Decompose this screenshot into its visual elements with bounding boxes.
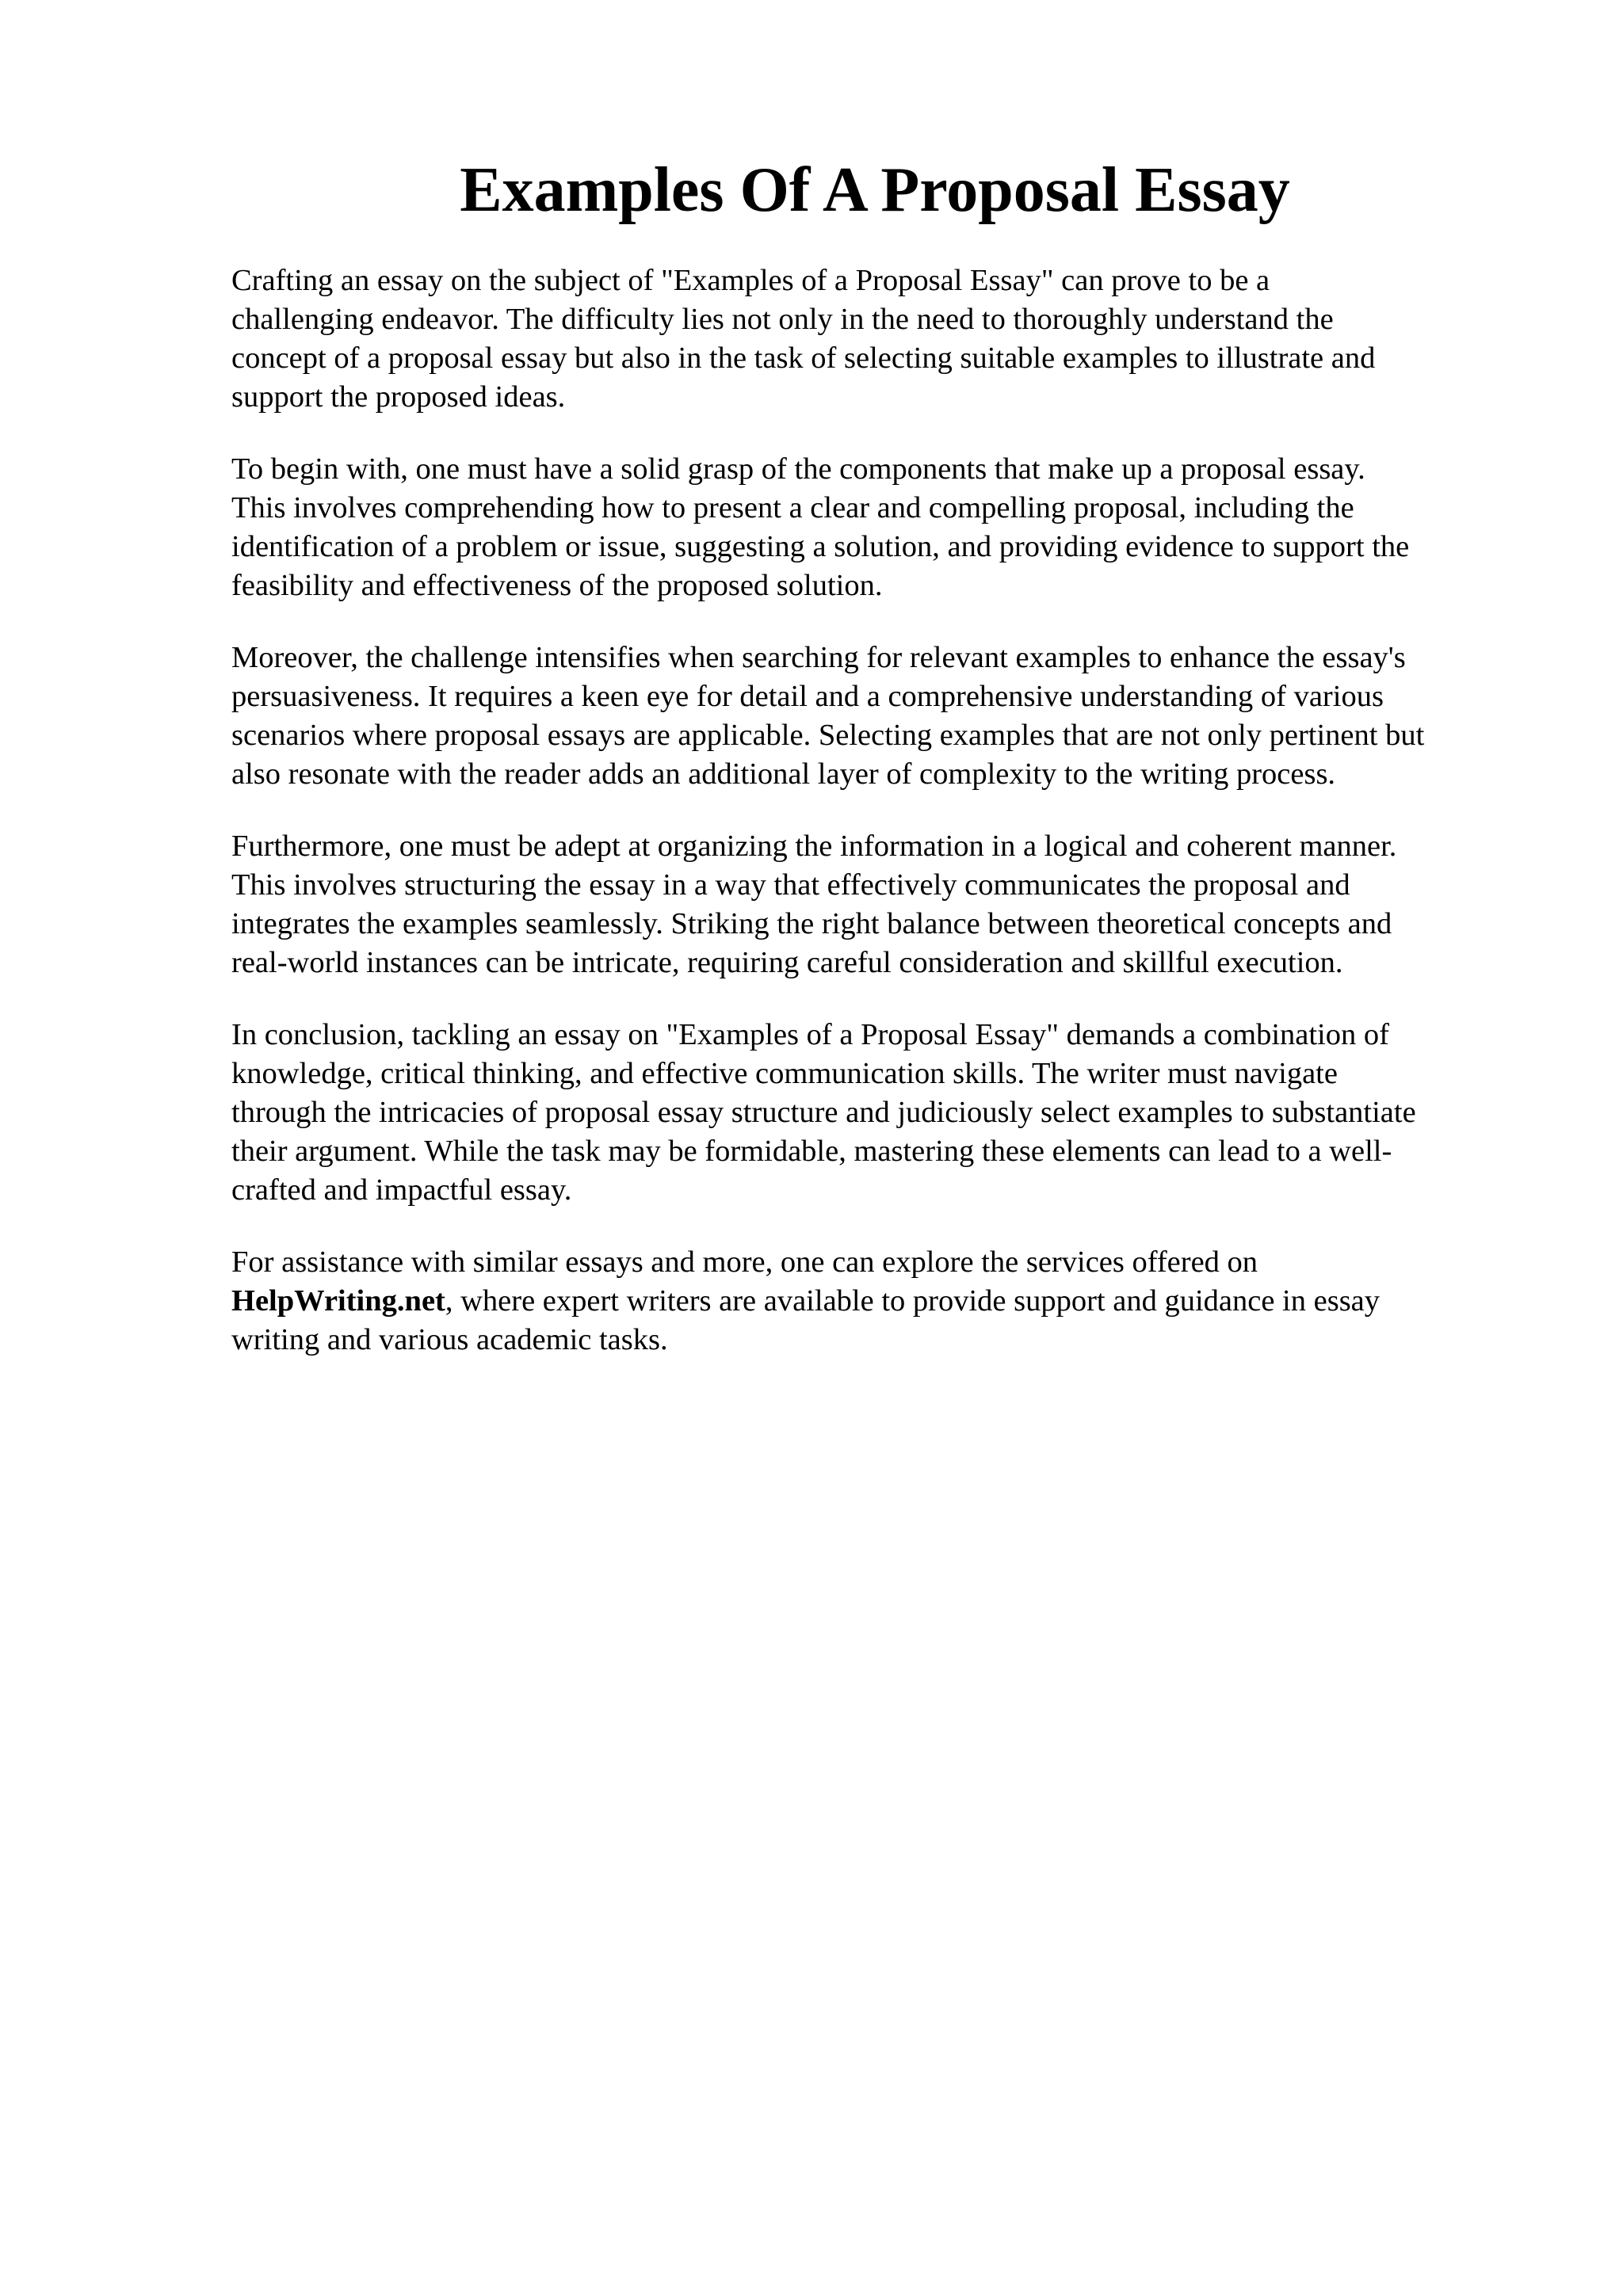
page-title: Examples Of A Proposal Essay (460, 155, 1290, 225)
paragraph-3 (231, 639, 1531, 794)
paragraph-2 (231, 450, 1531, 605)
text-line: crafted and impactful essay. (231, 1173, 572, 1207)
text-line: concept of a proposal essay but also in the task of selecting suitable examples to illustrate and (231, 341, 1376, 375)
text-line: integrates the examples seamlessly. Striking the right balance between theoretical concepts and (231, 907, 1392, 940)
text-line: writing and various academic tasks. (231, 1323, 668, 1356)
text-line: This involves comprehending how to present a clear and compelling proposal, including the (231, 491, 1354, 524)
text-line: This involves structuring the essay in a way that effectively communicates the proposal and (231, 868, 1350, 902)
text-line: In conclusion, tackling an essay on "Examples of a Proposal Essay" demands a combination of (231, 1018, 1389, 1051)
paragraph-5 (231, 1016, 1531, 1210)
text-line: identification of a problem or issue, suggesting a solution, and providing evidence to support the (231, 530, 1410, 563)
text-line: support the proposed ideas. (231, 380, 566, 414)
text-line (231, 1282, 1531, 1321)
text-line: real-world instances can be intricate, requiring careful consideration and skillful execution. (231, 946, 1343, 979)
text-line: through the intricacies of proposal essay structure and judiciously select examples to substantiate (231, 1096, 1416, 1129)
paragraph-closing (231, 1243, 1531, 1360)
text-line: persuasiveness. It requires a keen eye for detail and a comprehensive understanding of various (231, 680, 1384, 713)
text-line: Crafting an essay on the subject of "Examples of a Proposal Essay" can prove to be a (231, 264, 1270, 297)
text-line: also resonate with the reader adds an additional layer of complexity to the writing process. (231, 757, 1336, 791)
paragraph-1 (231, 261, 1531, 417)
essay-body (231, 261, 1531, 1393)
text-line: Moreover, the challenge intensifies when searching for relevant examples to enhance the essay's (231, 641, 1406, 674)
text-line: For assistance with similar essays and more, one can explore the services offered on (231, 1245, 1258, 1279)
text-fragment: , where expert writers are available to provide support and guidance in essay (445, 1284, 1381, 1318)
text-line: knowledge, critical thinking, and effective communication skills. The writer must navigate (231, 1057, 1338, 1090)
brand-name: HelpWriting.net (231, 1284, 445, 1318)
text-line: feasibility and effectiveness of the proposed solution. (231, 569, 883, 602)
text-line: To begin with, one must have a solid grasp of the components that make up a proposal essay. (231, 452, 1365, 486)
text-line: their argument. While the task may be formidable, mastering these elements can lead to a well- (231, 1135, 1392, 1168)
text-line: challenging endeavor. The difficulty lies not only in the need to thoroughly understand the (231, 303, 1334, 336)
paragraph-4 (231, 827, 1531, 982)
text-line: scenarios where proposal essays are applicable. Selecting examples that are not only pertinent but (231, 719, 1425, 752)
text-line: Furthermore, one must be adept at organizing the information in a logical and coherent manner. (231, 830, 1397, 863)
